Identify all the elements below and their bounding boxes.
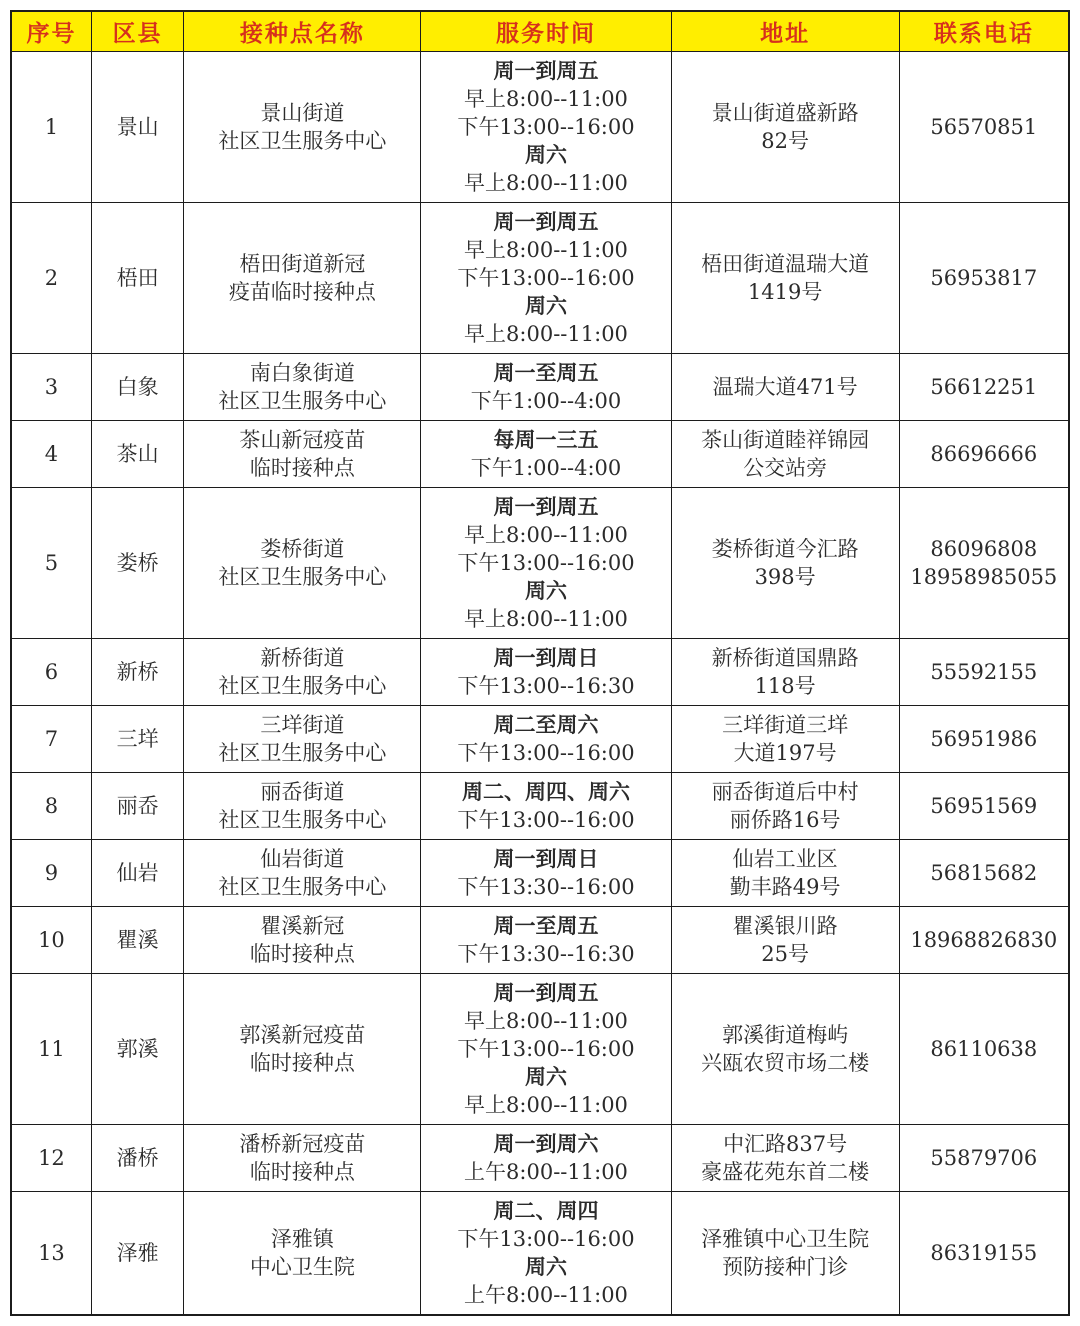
cell-district: 郭溪	[91, 973, 183, 1124]
cell-seq: 10	[11, 906, 91, 973]
cell-schedule	[421, 638, 671, 705]
cell-address-line: 118号	[754, 673, 816, 698]
cell-phone-line: 55879706	[930, 1145, 1038, 1170]
cell-district: 娄桥	[91, 487, 183, 638]
cell-schedule-line: 早上8:00--11:00	[464, 522, 628, 547]
cell-schedule-line: 早上8:00--11:00	[464, 170, 628, 195]
cell-phone-line: 86696666	[930, 441, 1038, 466]
cell-site-line: 南白象街道	[249, 360, 355, 385]
cell-schedule-line: 周六	[524, 577, 567, 603]
cell-address	[671, 1191, 899, 1315]
cell-district: 三垟	[91, 705, 183, 772]
cell-address	[671, 1124, 899, 1191]
cell-district: 梧田	[91, 202, 183, 353]
cell-schedule-line: 周二、周四、周六	[461, 778, 630, 804]
cell-schedule	[421, 772, 671, 839]
cell-site	[184, 638, 421, 705]
cell-site-line: 茶山新冠疫苗	[239, 427, 366, 452]
cell-site-line: 临时接种点	[249, 941, 355, 966]
cell-site-line: 社区卫生服务中心	[218, 128, 387, 153]
cell-seq: 3	[11, 353, 91, 420]
cell-site	[184, 973, 421, 1124]
cell-phone-line: 18968826830	[910, 927, 1058, 952]
cell-site-line: 社区卫生服务中心	[218, 740, 387, 765]
cell-schedule-line: 下午13:30--16:00	[457, 874, 635, 899]
cell-address-line: 瞿溪银川路	[732, 913, 838, 938]
cell-schedule-line: 周一到周日	[493, 845, 599, 871]
cell-address	[671, 705, 899, 772]
cell-phone	[899, 772, 1069, 839]
cell-address-line: 丽岙街道后中村	[711, 779, 859, 804]
cell-site-line: 潘桥新冠疫苗	[239, 1131, 366, 1156]
cell-schedule	[421, 1191, 671, 1315]
cell-address	[671, 638, 899, 705]
header-service-time: 服务时间	[421, 11, 671, 51]
cell-schedule	[421, 1124, 671, 1191]
cell-phone-line: 56612251	[930, 374, 1038, 399]
cell-schedule	[421, 487, 671, 638]
cell-schedule-line: 早上8:00--11:00	[464, 606, 628, 631]
cell-district: 丽岙	[91, 772, 183, 839]
cell-address	[671, 839, 899, 906]
cell-schedule-line: 下午13:00--16:00	[457, 550, 635, 575]
cell-site-line: 疫苗临时接种点	[228, 279, 376, 304]
cell-address	[671, 906, 899, 973]
cell-site-line: 郭溪新冠疫苗	[239, 1022, 366, 1047]
cell-schedule-line: 早上8:00--11:00	[464, 321, 628, 346]
cell-site-line: 泽雅镇	[270, 1226, 334, 1251]
cell-site-line: 新桥街道	[260, 645, 345, 670]
cell-seq: 4	[11, 420, 91, 487]
cell-schedule-line: 早上8:00--11:00	[464, 1008, 628, 1033]
cell-site-line: 梧田街道新冠	[239, 251, 366, 276]
table-row	[11, 772, 1069, 839]
vaccination-sites-table	[10, 10, 1070, 1316]
cell-schedule-line: 周一到周六	[493, 1130, 599, 1156]
cell-schedule-line: 下午13:00--16:00	[457, 740, 635, 765]
cell-site-line: 临时接种点	[249, 455, 355, 480]
table-row	[11, 51, 1069, 202]
cell-seq: 13	[11, 1191, 91, 1315]
cell-schedule-line: 周六	[524, 1063, 567, 1089]
header-row	[11, 11, 1069, 51]
cell-address-line: 丽侨路16号	[729, 807, 841, 832]
table-row	[11, 487, 1069, 638]
cell-address-line: 仙岩工业区	[732, 846, 838, 871]
cell-schedule-line: 下午13:00--16:00	[457, 114, 635, 139]
table-row	[11, 906, 1069, 973]
cell-schedule-line: 下午1:00--4:00	[470, 388, 622, 413]
cell-schedule-line: 下午13:00--16:00	[457, 807, 635, 832]
cell-address-line: 中汇路837号	[723, 1131, 848, 1156]
cell-phone	[899, 638, 1069, 705]
cell-schedule-line: 周二、周四	[493, 1197, 599, 1223]
cell-address	[671, 353, 899, 420]
cell-seq: 7	[11, 705, 91, 772]
cell-address-line: 大道197号	[733, 740, 837, 765]
cell-address	[671, 487, 899, 638]
cell-seq: 11	[11, 973, 91, 1124]
cell-site	[184, 420, 421, 487]
cell-district: 茶山	[91, 420, 183, 487]
cell-seq: 2	[11, 202, 91, 353]
cell-site-line: 中心卫生院	[249, 1254, 355, 1279]
cell-schedule-line: 下午13:30--16:30	[457, 941, 635, 966]
cell-address	[671, 772, 899, 839]
cell-site-line: 景山街道	[260, 100, 345, 125]
cell-seq: 8	[11, 772, 91, 839]
cell-schedule-line: 周一至周五	[493, 912, 599, 938]
cell-site-line: 三垟街道	[260, 712, 345, 737]
cell-address	[671, 420, 899, 487]
cell-site-line: 社区卫生服务中心	[218, 807, 387, 832]
cell-district: 景山	[91, 51, 183, 202]
cell-site-line: 社区卫生服务中心	[218, 673, 387, 698]
cell-schedule-line: 周六	[524, 141, 567, 167]
cell-schedule-line: 每周一三五	[493, 426, 599, 452]
cell-phone	[899, 1191, 1069, 1315]
cell-schedule-line: 下午13:00--16:30	[457, 673, 635, 698]
table-row	[11, 839, 1069, 906]
cell-site	[184, 202, 421, 353]
cell-address-line: 温瑞大道471号	[712, 374, 858, 399]
cell-schedule-line: 早上8:00--11:00	[464, 237, 628, 262]
cell-address-line: 娄桥街道今汇路	[711, 536, 859, 561]
cell-schedule-line: 早上8:00--11:00	[464, 86, 628, 111]
cell-schedule	[421, 973, 671, 1124]
cell-site	[184, 51, 421, 202]
cell-address-line: 兴瓯农贸市场二楼	[701, 1050, 870, 1075]
cell-phone-line: 86110638	[930, 1036, 1038, 1061]
table-row	[11, 1124, 1069, 1191]
cell-schedule	[421, 420, 671, 487]
cell-district: 仙岩	[91, 839, 183, 906]
cell-schedule-line: 周六	[524, 292, 567, 318]
cell-site-line: 临时接种点	[249, 1159, 355, 1184]
cell-schedule	[421, 353, 671, 420]
cell-site	[184, 906, 421, 973]
cell-address-line: 新桥街道国鼎路	[711, 645, 859, 670]
cell-address-line: 1419号	[747, 279, 823, 304]
cell-site	[184, 772, 421, 839]
cell-schedule	[421, 202, 671, 353]
cell-schedule-line: 周一到周五	[493, 979, 599, 1005]
cell-phone	[899, 839, 1069, 906]
cell-address-line: 豪盛花苑东首二楼	[701, 1159, 870, 1184]
cell-site-line: 社区卫生服务中心	[218, 874, 387, 899]
cell-phone	[899, 973, 1069, 1124]
cell-phone-line: 56815682	[930, 860, 1038, 885]
cell-schedule-line: 周二至周六	[493, 711, 599, 737]
cell-seq: 12	[11, 1124, 91, 1191]
cell-site-line: 仙岩街道	[260, 846, 345, 871]
table-row	[11, 973, 1069, 1124]
cell-address-line: 预防接种门诊	[722, 1254, 849, 1279]
table-row	[11, 420, 1069, 487]
cell-phone	[899, 487, 1069, 638]
cell-schedule-line: 上午8:00--11:00	[464, 1282, 628, 1307]
cell-schedule-line: 早上8:00--11:00	[464, 1092, 628, 1117]
cell-address-line: 勤丰路49号	[729, 874, 841, 899]
cell-schedule	[421, 906, 671, 973]
cell-phone-line: 55592155	[930, 659, 1038, 684]
cell-schedule-line: 上午8:00--11:00	[464, 1159, 628, 1184]
cell-schedule	[421, 705, 671, 772]
cell-schedule-line: 下午13:00--16:00	[457, 1226, 635, 1251]
cell-phone-line: 18958985055	[910, 564, 1058, 589]
cell-phone-line: 56570851	[930, 114, 1038, 139]
cell-schedule-line: 周一到周五	[493, 493, 599, 519]
cell-address-line: 梧田街道温瑞大道	[701, 251, 870, 276]
cell-address-line: 景山街道盛新路	[711, 100, 859, 125]
cell-seq: 9	[11, 839, 91, 906]
cell-site	[184, 705, 421, 772]
header-seq: 序号	[11, 11, 91, 51]
cell-address	[671, 202, 899, 353]
cell-site-line: 社区卫生服务中心	[218, 564, 387, 589]
cell-site-line: 临时接种点	[249, 1050, 355, 1075]
cell-district: 潘桥	[91, 1124, 183, 1191]
cell-district: 泽雅	[91, 1191, 183, 1315]
cell-phone	[899, 1124, 1069, 1191]
cell-address-line: 398号	[754, 564, 816, 589]
cell-seq: 1	[11, 51, 91, 202]
cell-schedule-line: 周一到周日	[493, 644, 599, 670]
cell-schedule	[421, 51, 671, 202]
cell-site-line: 丽岙街道	[260, 779, 345, 804]
cell-phone	[899, 202, 1069, 353]
cell-address-line: 茶山街道睦祥锦园	[701, 427, 870, 452]
cell-phone	[899, 353, 1069, 420]
cell-phone	[899, 51, 1069, 202]
cell-schedule-line: 下午13:00--16:00	[457, 1036, 635, 1061]
cell-district: 瞿溪	[91, 906, 183, 973]
cell-phone	[899, 906, 1069, 973]
cell-phone-line: 56951986	[930, 726, 1038, 751]
cell-phone-line: 86096808	[930, 536, 1038, 561]
cell-seq: 5	[11, 487, 91, 638]
cell-phone	[899, 420, 1069, 487]
header-district: 区县	[91, 11, 183, 51]
table-row	[11, 638, 1069, 705]
table-row	[11, 202, 1069, 353]
table-row	[11, 1191, 1069, 1315]
cell-site-line: 娄桥街道	[260, 536, 345, 561]
cell-phone-line: 56951569	[930, 793, 1038, 818]
cell-site	[184, 1124, 421, 1191]
cell-address-line: 25号	[761, 941, 809, 966]
table-row	[11, 705, 1069, 772]
cell-address	[671, 973, 899, 1124]
cell-phone-line: 56953817	[930, 265, 1038, 290]
cell-site	[184, 1191, 421, 1315]
table-body	[11, 51, 1069, 1315]
cell-district: 新桥	[91, 638, 183, 705]
cell-schedule-line: 下午1:00--4:00	[470, 455, 622, 480]
cell-address-line: 郭溪街道梅屿	[722, 1022, 849, 1047]
cell-site	[184, 839, 421, 906]
cell-address-line: 公交站旁	[743, 455, 828, 480]
header-site-name: 接种点名称	[184, 11, 421, 51]
cell-phone-line: 86319155	[930, 1240, 1038, 1265]
table-row	[11, 353, 1069, 420]
cell-site-line: 瞿溪新冠	[260, 913, 345, 938]
cell-site	[184, 487, 421, 638]
cell-site	[184, 353, 421, 420]
cell-schedule-line: 周六	[524, 1253, 567, 1279]
cell-seq: 6	[11, 638, 91, 705]
cell-schedule-line: 下午13:00--16:00	[457, 265, 635, 290]
cell-phone	[899, 705, 1069, 772]
cell-schedule-line: 周一到周五	[493, 208, 599, 234]
header-address: 地址	[671, 11, 899, 51]
cell-address-line: 三垟街道三垟	[722, 712, 849, 737]
cell-address-line: 82号	[761, 128, 809, 153]
cell-schedule	[421, 839, 671, 906]
cell-address	[671, 51, 899, 202]
cell-schedule-line: 周一到周五	[493, 57, 599, 83]
cell-site-line: 社区卫生服务中心	[218, 388, 387, 413]
cell-district: 白象	[91, 353, 183, 420]
table-header	[11, 11, 1069, 51]
header-phone: 联系电话	[899, 11, 1069, 51]
cell-schedule-line: 周一至周五	[493, 359, 599, 385]
cell-address-line: 泽雅镇中心卫生院	[701, 1226, 870, 1251]
